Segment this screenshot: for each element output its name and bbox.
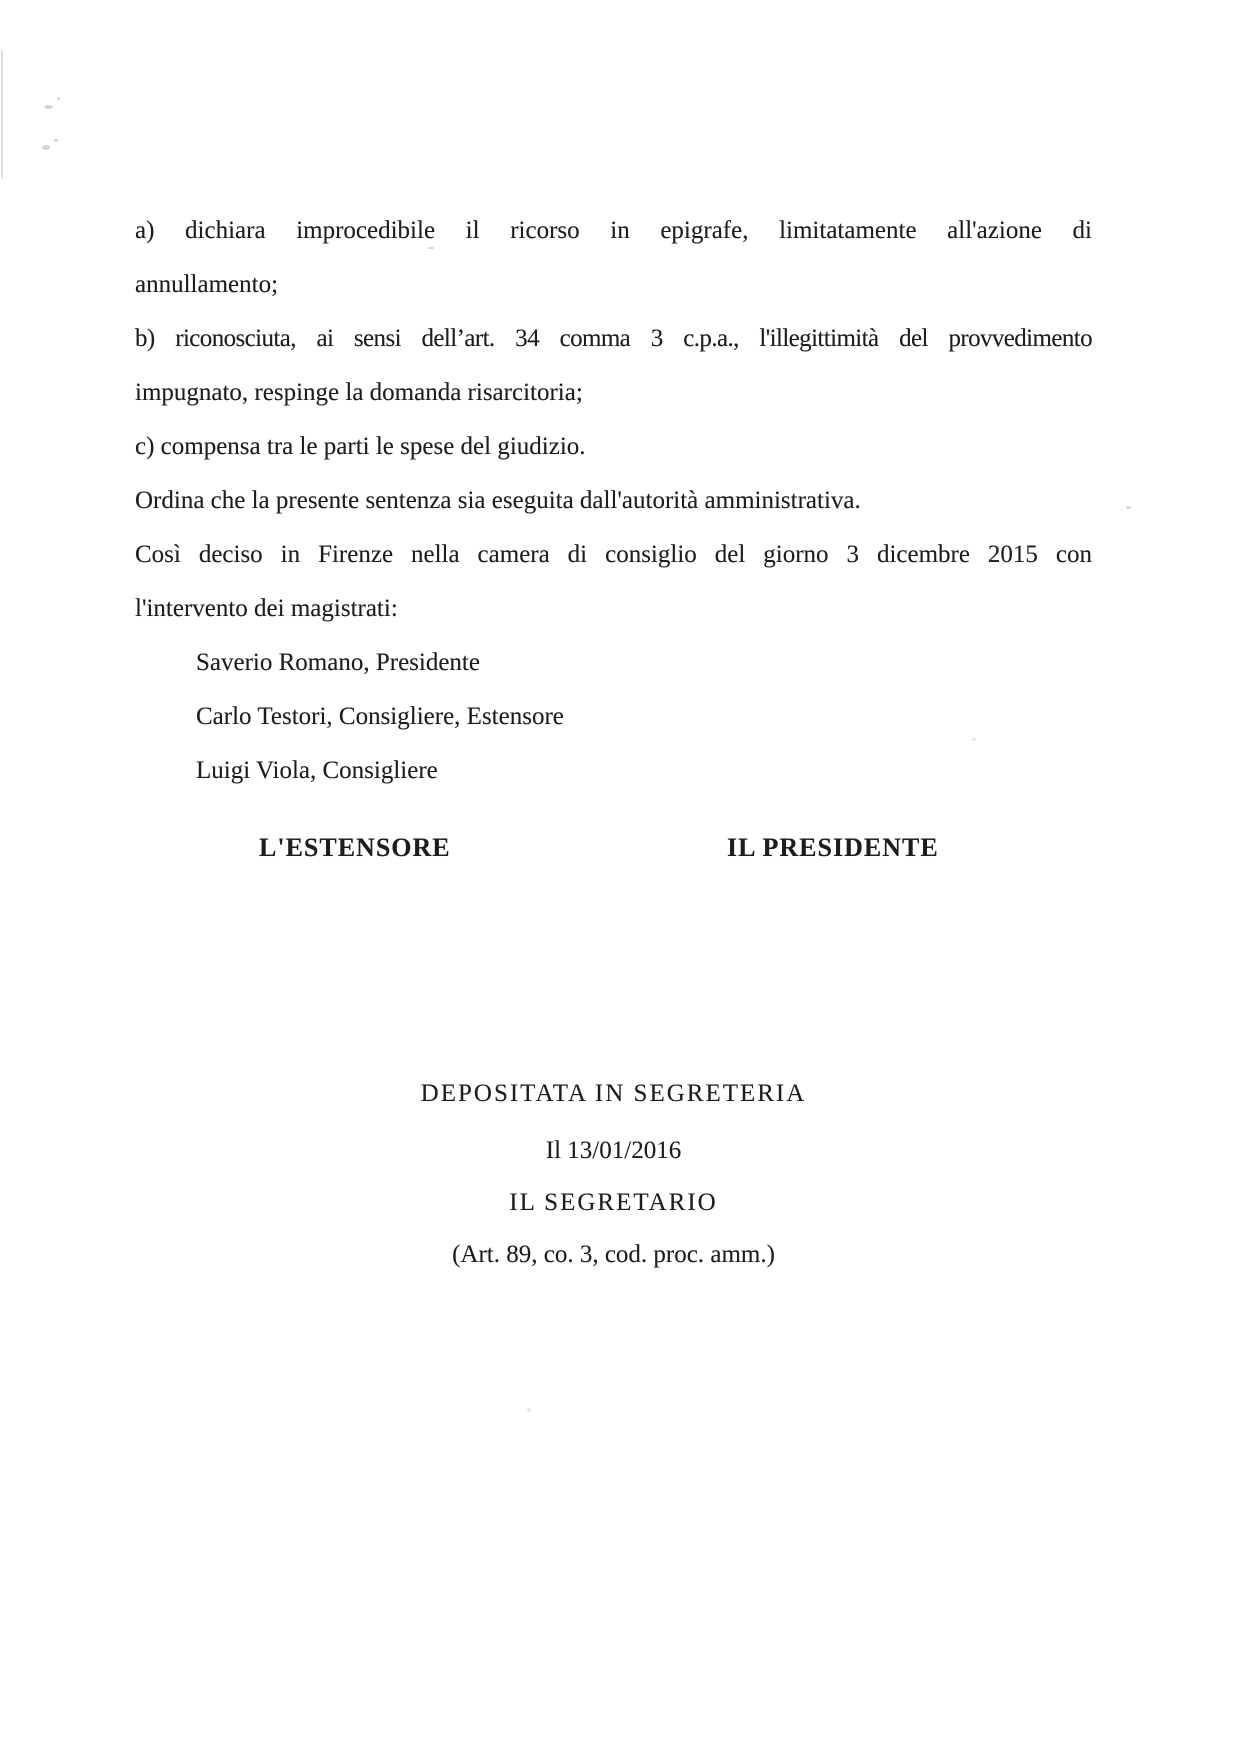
deposit-title: DEPOSITATA IN SEGRETERIA bbox=[420, 1080, 807, 1107]
magistrate-consigliere: Luigi Viola, Consigliere bbox=[196, 757, 438, 784]
deposit-signer: IL SEGRETARIO bbox=[509, 1189, 718, 1216]
deposit-reference: (Art. 89, co. 3, cod. proc. amm.) bbox=[452, 1241, 775, 1268]
ruling-line-b2: impugnato, respinge la domanda risarcitoria; bbox=[135, 379, 583, 406]
scan-speck bbox=[57, 97, 60, 100]
scan-speck bbox=[42, 145, 50, 150]
magistrate-presidente: Saverio Romano, Presidente bbox=[196, 649, 480, 676]
decision-place-date-line: Così deciso in Firenze nella camera di consiglio del giorno 3 dicembre 2015 con bbox=[135, 541, 1092, 568]
ruling-line-b1: b) riconosciuta, ai sensi dell’art. 34 comma 3 c.p.a., l'illegittimità del provvedimento bbox=[135, 325, 1092, 352]
magistrates-intro-line: l'intervento dei magistrati: bbox=[135, 595, 398, 622]
scan-speck bbox=[1126, 506, 1131, 509]
ruling-line-c: c) compensa tra le parti le spese del giudizio. bbox=[135, 433, 586, 460]
scan-speck bbox=[54, 139, 58, 142]
scan-edge-artifact bbox=[1, 50, 3, 178]
scan-speck bbox=[527, 1408, 531, 1412]
presidente-signature-label: IL PRESIDENTE bbox=[727, 833, 939, 862]
ruling-line-a2: annullamento; bbox=[135, 271, 279, 298]
judgment-body bbox=[135, 204, 1092, 798]
scan-speck bbox=[44, 105, 53, 109]
deposit-date: Il 13/01/2016 bbox=[545, 1137, 682, 1164]
execution-order-line: Ordina che la presente sentenza sia eseguita dall'autorità amministrativa. bbox=[135, 487, 861, 514]
ruling-line-a1: a) dichiara improcedibile il ricorso in epigrafe, limitatamente all'azione di bbox=[135, 217, 1092, 244]
estensore-signature-label: L'ESTENSORE bbox=[259, 833, 451, 862]
magistrate-estensore: Carlo Testori, Consigliere, Estensore bbox=[196, 703, 564, 730]
